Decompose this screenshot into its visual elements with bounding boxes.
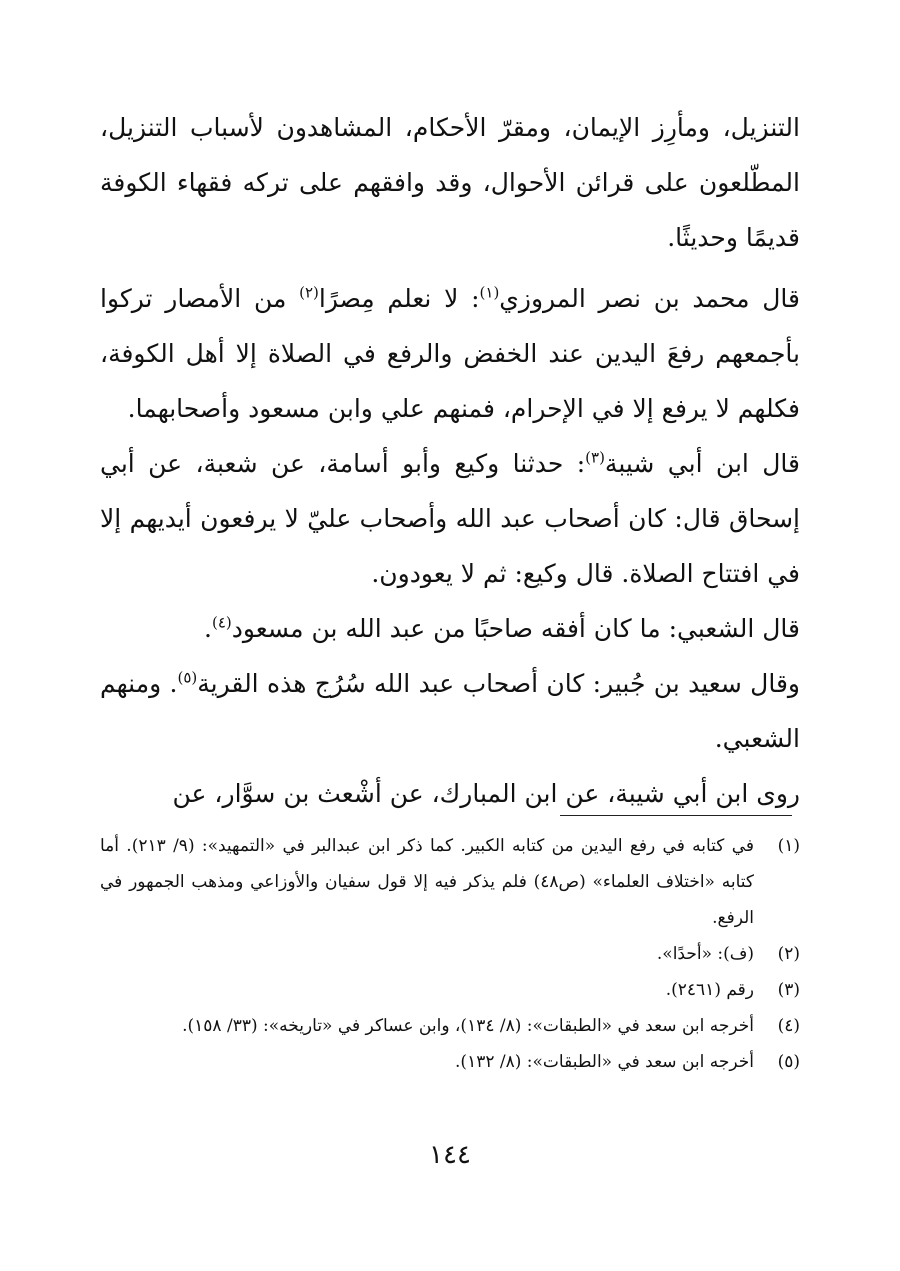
paragraph-5 <box>100 656 800 766</box>
paragraph-5-part-a: وقال سعيد بن جُبير: كان أصحاب عبد الله سُرُج هذه القرية <box>197 669 800 698</box>
footnote-number: (١) <box>777 836 800 856</box>
footnote-number: (٤) <box>777 1016 800 1036</box>
footnote-number: (٣) <box>777 980 800 1000</box>
footnote-number: (٢) <box>777 944 800 964</box>
paragraph-4-part-a: قال الشعبي: ما كان أفقه صاحبًا من عبد الله بن مسعود <box>231 614 800 643</box>
footnote-marker-1[interactable]: (١) <box>479 283 500 302</box>
paragraph-2 <box>100 271 800 436</box>
paragraph-6: روى ابن أبي شيبة، عن ابن المبارك، عن أشْعث بن سوَّار، عن <box>172 779 800 808</box>
footnote-marker-3[interactable]: (٣) <box>585 448 605 467</box>
paragraph-4-part-b: . <box>204 614 212 643</box>
footnote-text: أخرجه ابن سعد في «الطبقات»: (٨/ ١٣٤)، وابن عساكر في «تاريخه»: (٣٣/ ١٥٨). <box>182 1016 754 1036</box>
paragraph-2-part-c: من الأمصار تركوا بأجمعهم رفعَ اليدين عند الخفض والرفع في الصلاة إلا أهل الكوفة، فكلهم لا يرفع إلا في الإحرام، فمنهم علي وابن مسعود وأصحابهما. <box>100 284 800 423</box>
main-text <box>100 100 800 821</box>
footnotes <box>100 828 800 1080</box>
footnote-2 <box>100 936 800 972</box>
page-number: ١٤٤ <box>429 1140 471 1170</box>
footnote-number: (٥) <box>777 1052 800 1072</box>
footnote-marker-4[interactable]: (٤) <box>211 613 232 632</box>
footnote-text: أخرجه ابن سعد في «الطبقات»: (٨/ ١٣٢). <box>455 1052 754 1072</box>
footnote-separator <box>560 815 792 816</box>
paragraph-2-part-b: : لا نعلم مِصرًا <box>318 284 480 313</box>
paragraph-2-part-a: قال محمد بن نصر المروزي <box>499 284 801 313</box>
footnote-1 <box>100 828 800 936</box>
paragraph-5-part-b: . ومنهم الشعبي. <box>100 669 800 753</box>
paragraph-3 <box>100 436 800 601</box>
footnote-4 <box>100 1008 800 1044</box>
footnote-marker-5[interactable]: (٥) <box>177 668 198 687</box>
paragraph-3-part-b: : حدثنا وكيع وأبو أسامة، عن شعبة، عن أبي إسحاق قال: كان أصحاب عبد الله وأصحاب عليّ لا يرفعون أيديهم إلا في افتتاح الصلاة. قال وكيع: ثم لا يعودون. <box>100 449 800 588</box>
footnote-text: في كتابه في رفع اليدين من كتابه الكبير. كما ذكر ابن عبدالبر في «التمهيد»: (٩/ ٢١٣). أما كتابه «اختلاف العلماء» (ص٤٨) فلم يذكر فيه إلا قول سفيان والأوزاعي ومذهب الجمهور في الرفع. <box>100 836 754 928</box>
footnote-marker-2[interactable]: (٢) <box>299 283 319 302</box>
paragraph-3-part-a: قال ابن أبي شيبة <box>604 449 800 478</box>
paragraph-4 <box>100 601 800 656</box>
paragraph-1: التنزيل، ومأرِز الإيمان، ومقرّ الأحكام، المشاهدون لأسباب التنزيل، المطّلعون على قرائن الأحوال، وقد وافقهم على تركه فقهاء الكوفة قديمًا وحديثًا. <box>100 113 800 252</box>
footnote-3 <box>100 972 800 1008</box>
footnote-text: (ف): «أحدًا». <box>656 944 754 964</box>
footnote-5 <box>100 1044 800 1080</box>
footnote-text: رقم (٢٤٦١). <box>665 980 754 1000</box>
